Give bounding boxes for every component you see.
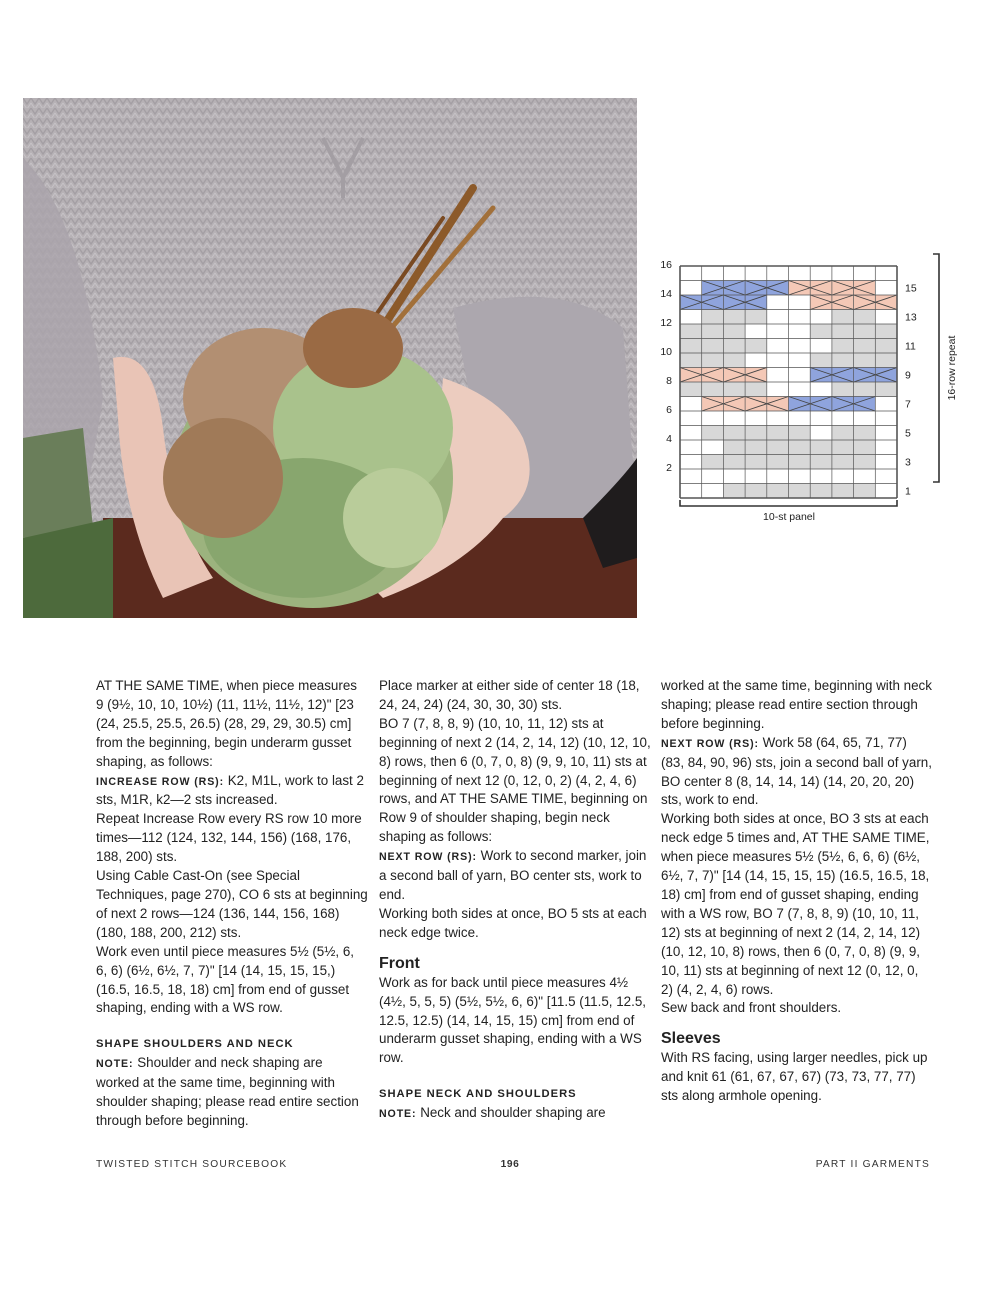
chart-purl-cell — [810, 353, 832, 368]
chart-purl-cell — [702, 310, 724, 325]
paragraph — [96, 772, 368, 811]
paragraph — [379, 847, 651, 905]
paragraph: With RS facing, using larger needles, pick up and knit 61 (61, 67, 67, 67) (73, 73, 77, 77) sts along armhole opening. — [661, 1050, 928, 1104]
chart-purl-cell — [854, 324, 876, 339]
paragraph: AT THE SAME TIME, when piece measures 9 (9½, 10, 10, 10½) (11, 11½, 11½, 12)" [23 (24, 25.5, 25.5, 26.5) (28, 29, 29, 30.5) cm] from the beginning, begin underarm gusset shaping, as follows: — [96, 678, 357, 769]
chart-purl-cell — [810, 324, 832, 339]
chart-row-number: 11 — [905, 340, 916, 353]
chart-purl-cell — [745, 455, 767, 470]
chart-row-number: 1 — [905, 485, 911, 498]
next-row-text: Work 58 (64, 65, 71, 77) (83, 84, 90, 96) sts, join a second ball of yarn, BO center 8 (8, 14, 14, 14) (14, 20, 20, 20) sts, work to end. — [661, 734, 932, 808]
chart-purl-cell — [723, 484, 745, 499]
photo-knit-sweater-hydrangea-icon — [23, 98, 637, 618]
chart-purl-cell — [702, 426, 724, 441]
paragraph: worked at the same time, beginning with neck shaping; please read entire section through before beginning. — [661, 678, 932, 731]
paragraph: Using Cable Cast-On (see Special Techniques, page 270), CO 6 sts at beginning of next 2 rows—124 (136, 144, 156, 168) (180, 188, 200, 212) sts. — [96, 868, 368, 940]
footer-section: PART II GARMENTS — [815, 1159, 930, 1170]
front-heading: Front — [379, 954, 420, 972]
chart-row-number: 6 — [666, 404, 672, 416]
chart-row-number: 13 — [905, 311, 917, 324]
chart-purl-cell — [745, 426, 767, 441]
chart-purl-cell — [854, 455, 876, 470]
chart-row-number: 4 — [666, 433, 672, 445]
chart-row-number: 12 — [660, 317, 672, 329]
text-column-2 — [379, 677, 651, 1124]
sleeves-heading: Sleeves — [661, 1030, 721, 1048]
chart-purl-cell — [854, 484, 876, 499]
chart-purl-cell — [810, 484, 832, 499]
chart-purl-cell — [680, 324, 702, 339]
chart-row-number: 9 — [905, 369, 911, 382]
next-row-label: NEXT ROW (RS): — [379, 851, 477, 864]
chart-purl-cell — [875, 353, 897, 368]
paragraph — [379, 1104, 651, 1124]
chart-purl-cell — [832, 353, 854, 368]
chart-purl-cell — [723, 310, 745, 325]
paragraph: Sew back and front shoulders. — [661, 1000, 842, 1016]
chart-purl-cell — [723, 339, 745, 354]
chart-purl-cell — [832, 440, 854, 455]
chart-row-number: 3 — [905, 456, 911, 469]
increase-row-text: K2, M1L, work to last 2 sts, M1R, k2—2 sts increased. — [96, 772, 364, 808]
chart-row-number: 5 — [905, 427, 911, 440]
chart-purl-cell — [680, 353, 702, 368]
paragraph: Work as for back until piece measures 4½ (4½, 5, 5, 5) (5½, 5½, 6, 6)" [11.5 (11.5, 12.5, 12.5, 12.5) (14, 14, 15, 15) cm] from end of underarm gusset shaping, ending with a WS row. — [379, 974, 647, 1066]
chart-purl-cell — [854, 440, 876, 455]
chart-purl-cell — [875, 324, 897, 339]
paragraph: Working both sides at once, BO 5 sts at each neck edge twice. — [379, 905, 647, 940]
chart-row-number: 10 — [660, 346, 672, 358]
chart-purl-cell — [767, 440, 789, 455]
chart-purl-cell — [680, 382, 702, 397]
chart-purl-cell — [832, 310, 854, 325]
chart-purl-cell — [745, 339, 767, 354]
chart-row-number: 16 — [660, 259, 672, 271]
next-row-text: Work to second marker, join a second ball of yarn, BO center sts, work to end. — [379, 848, 647, 902]
chart-row-number: 8 — [666, 375, 672, 387]
chart-purl-cell — [702, 382, 724, 397]
chart-row-number: 14 — [660, 288, 672, 300]
cable-chart — [652, 248, 972, 528]
chart-purl-cell — [832, 426, 854, 441]
paragraph: BO 7 (7, 8, 8, 9) (10, 10, 11, 12) sts at beginning of next 2 (14, 2, 14, 12) (10, 12, 10, 8) rows, then 6 (0, 7, 0, 8) (9, 9, 10, 11) sts at beginning of next 12 (0, 12, 0, 2) (4, 2, 4, 6) rows, and AT THE SAME TIME, beginning on Row 9 of shoulder shaping, begin neck shaping as follows: — [379, 715, 651, 845]
chart-purl-cell — [854, 382, 876, 397]
next-row-label: NEXT ROW (RS): — [661, 737, 759, 750]
paragraph — [661, 734, 933, 811]
footer-book-title: TWISTED STITCH SOURCEBOOK — [96, 1159, 288, 1170]
paragraph: Place marker at either side of center 18 (18, 24, 24, 24) (24, 30, 30, 30) sts. — [379, 678, 640, 712]
chart-purl-cell — [810, 440, 832, 455]
cable-chart-svg — [652, 248, 972, 528]
page-number: 196 — [500, 1159, 520, 1170]
note-label: NOTE: — [96, 1058, 134, 1071]
chart-row-number: 2 — [666, 462, 672, 474]
chart-purl-cell — [702, 455, 724, 470]
chart-purl-cell — [745, 484, 767, 499]
chart-purl-cell — [789, 484, 811, 499]
text-column-3 — [661, 677, 933, 1106]
chart-purl-cell — [702, 339, 724, 354]
chart-purl-cell — [767, 484, 789, 499]
chart-purl-cell — [745, 310, 767, 325]
chart-purl-cell — [723, 455, 745, 470]
chart-purl-cell — [789, 440, 811, 455]
chart-purl-cell — [723, 353, 745, 368]
chart-purl-cell — [875, 339, 897, 354]
chart-purl-cell — [832, 484, 854, 499]
chart-purl-cell — [723, 382, 745, 397]
chart-purl-cell — [789, 455, 811, 470]
note-label: NOTE: — [379, 1108, 417, 1121]
chart-purl-cell — [745, 382, 767, 397]
chart-purl-cell — [854, 426, 876, 441]
chart-purl-cell — [702, 324, 724, 339]
chart-purl-cell — [832, 455, 854, 470]
chart-purl-cell — [789, 426, 811, 441]
sweater-photo — [23, 98, 637, 618]
chart-purl-cell — [767, 455, 789, 470]
chart-purl-cell — [854, 310, 876, 325]
paragraph: Repeat Increase Row every RS row 10 more times—112 (124, 132, 144, 156) (168, 176, 188, 200) sts. — [96, 811, 362, 865]
chart-purl-cell — [723, 440, 745, 455]
chart-purl-cell — [832, 339, 854, 354]
chart-purl-cell — [767, 426, 789, 441]
chart-purl-cell — [832, 324, 854, 339]
section-heading: SHAPE NECK AND SHOULDERS — [379, 1088, 577, 1101]
section-heading: SHAPE SHOULDERS AND NECK — [96, 1038, 294, 1051]
paragraph: Work even until piece measures 5½ (5½, 6, 6, 6) (6½, 6½, 7, 7)" [14 (14, 15, 15, 15,) (16.5, 16.5, 18, 18) cm] from end of gusset shaping, ending with a WS row. — [96, 943, 355, 1016]
chart-purl-cell — [723, 426, 745, 441]
chart-purl-cell — [854, 353, 876, 368]
chart-purl-cell — [702, 353, 724, 368]
increase-row-label: INCREASE ROW (RS): — [96, 775, 225, 788]
chart-purl-cell — [854, 339, 876, 354]
chart-purl-cell — [723, 324, 745, 339]
panel-label: 10-st panel — [763, 511, 815, 523]
note-text: Shoulder and neck shaping are worked at the same time, beginning with shoulder shaping; please read entire section through before beginning. — [96, 1055, 359, 1128]
note-text: Neck and shoulder shaping are — [416, 1105, 606, 1121]
paragraph: Working both sides at once, BO 3 sts at each neck edge 5 times and, AT THE SAME TIME, when piece measures 5½ (5½, 6, 6, 6) (6½, 6½, 7, 7)" [14 (14, 15, 15, 15) (16.5, 16.5, 18, 18) cm] from end of gusset shaping, ending with a WS row, BO 7 (7, 8, 8, 9) (10, 10, 11, 12) sts at beginning of next 2 (14, 2, 14, 12) (10, 12, 10, 8) rows, then 6 (0, 7, 0, 8) (9, 9, 10, 11) sts at beginning of next 12 (0, 12, 0, 2) (4, 2, 4, 6) rows. — [661, 811, 930, 997]
chart-purl-cell — [745, 440, 767, 455]
repeat-label: 16-row repeat — [946, 335, 958, 401]
chart-row-number: 15 — [905, 282, 917, 295]
paragraph — [96, 1054, 368, 1131]
chart-purl-cell — [832, 382, 854, 397]
text-column-1 — [96, 677, 368, 1131]
chart-purl-cell — [680, 339, 702, 354]
chart-row-number: 7 — [905, 398, 911, 411]
chart-purl-cell — [875, 382, 897, 397]
chart-purl-cell — [810, 455, 832, 470]
